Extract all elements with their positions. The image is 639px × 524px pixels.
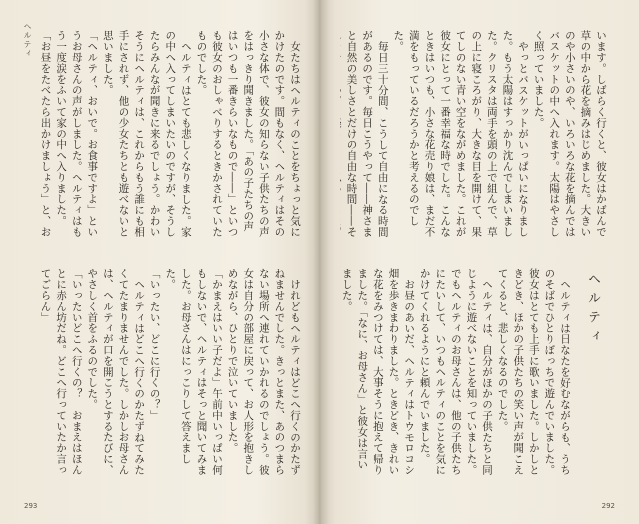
paragraph: お昼のあいだ、ヘルティはトウモロコシ畑を歩きまわりました。ときどき、きれいな花をみつけては、大事そうに抱えて帰りました。「なに、お母さん」と彼女は言いました。 [340,268,416,476]
paragraph: います。しばらく行くと、彼女はかばんで草の中から花を摘みはじめました。大きいのや小さいのや、いろいろな花を摘んではバスケットの中へ入れます。太陽はやさしく照っていました。 [532,30,607,238]
left-bottom-text-block [40,268,302,480]
paragraph: やっとバスケットがいっぱいになりました。もう太陽はすっかり沈んでしまいました。クリスタは両手を頭の上で組んで、草の上に寝ころがり、大きな目を開けて、果てしのない青い空をながめました。これが彼女にとって一番幸福な時でした。こんなときはいつも、小さな花売り娘は、まだ不満をもっているだろうかと考えるのでした。 [392,30,530,238]
dialogue: 「ヘルティ、おいで。お食事ですよ」というお母さんの声がしました。ヘルティはもう一度涙をふいて家の中へ入りました。 [55,30,99,238]
left-page [0,0,319,524]
paragraph: ヘルティは、自分がほかの子供たちと同じように遊べないことを知っていました。でもヘルティのお母さんは、他の子供たちにたいして、いつもヘルティのことを気にかけてくれるようにと頼んでいました。 [418,268,494,476]
running-head: ヘルティ [23,22,32,58]
right-top-text-block [340,30,608,242]
page-number: 293 [24,502,38,510]
paragraph: 女たちはヘルティのことをちょっと気にかけたのです。間もなく、ヘルティはその小さな体で、彼女の知らない子供たちの声をはっきり聞きました。「あの子たちの声はいつも一番きらいなもので――」といつも彼女のおしゃべりするときかされていたものでした。 [195,30,301,238]
paragraph: 毎日三十分間、こうして自由になる時間があるのです。毎日こうやって――神さまと自然の美しさとだけの自由な時間――そ [345,30,389,238]
dialogue: 「お昼をたべたら出かけましょう」と、お [40,30,52,238]
paragraph: ヘルティはどこへ行くのかたずねてみたくてたまりませんでした。しかしお母さんは、ヘルティが口を開こうとするたびに、やさしく首をふるのでした。 [86,268,146,476]
paragraph: ヘルティは日なたを好むながらも、うちのそばでひとりぼっちで遊んでいました。彼女はとても上手に歌いました。しかしときどき、ほかの子供たちの笑い声が聞こえてくると、悲しくなるのでした。 [496,268,571,476]
left-top-text-block [40,30,302,242]
page-number: 292 [601,502,615,510]
section-title: ヘルティ [585,272,600,348]
paragraph: けれどもヘルティはどこへ行くのかたずねませんでした。きっとまた、あのつまらない場所へ連れていかれるのでしょう。彼女は自分の部屋に戻って、お人形を抱きしめながら、ひとりで泣いていました。 [226,268,301,476]
right-bottom-text-block [340,268,572,480]
right-page [320,0,639,524]
dialogue: 「かまえはいい子だよ」午前中いっぱい何もしないで、ヘルティはそっと聞いてみました。お母さんはにっこりして答えました。 [164,268,224,476]
paragraph: ヘルティはとても悲しくなりました。家の中へ入ってしまいたいのですが、そうしたらみんなが聞きに来るでしょう。かわいそうにヘルティは、これからもう誰にも相手にされず、他の少女たちとも遊べないと思いました。 [101,30,192,238]
dialogue: 「いったいどこへ行くの？ おまえはほんとに赤ん坊だね。どこへ行っていたか言ってごらん」 [40,268,83,476]
dialogue: 「いったい、どこに行くの？」 [148,268,161,421]
